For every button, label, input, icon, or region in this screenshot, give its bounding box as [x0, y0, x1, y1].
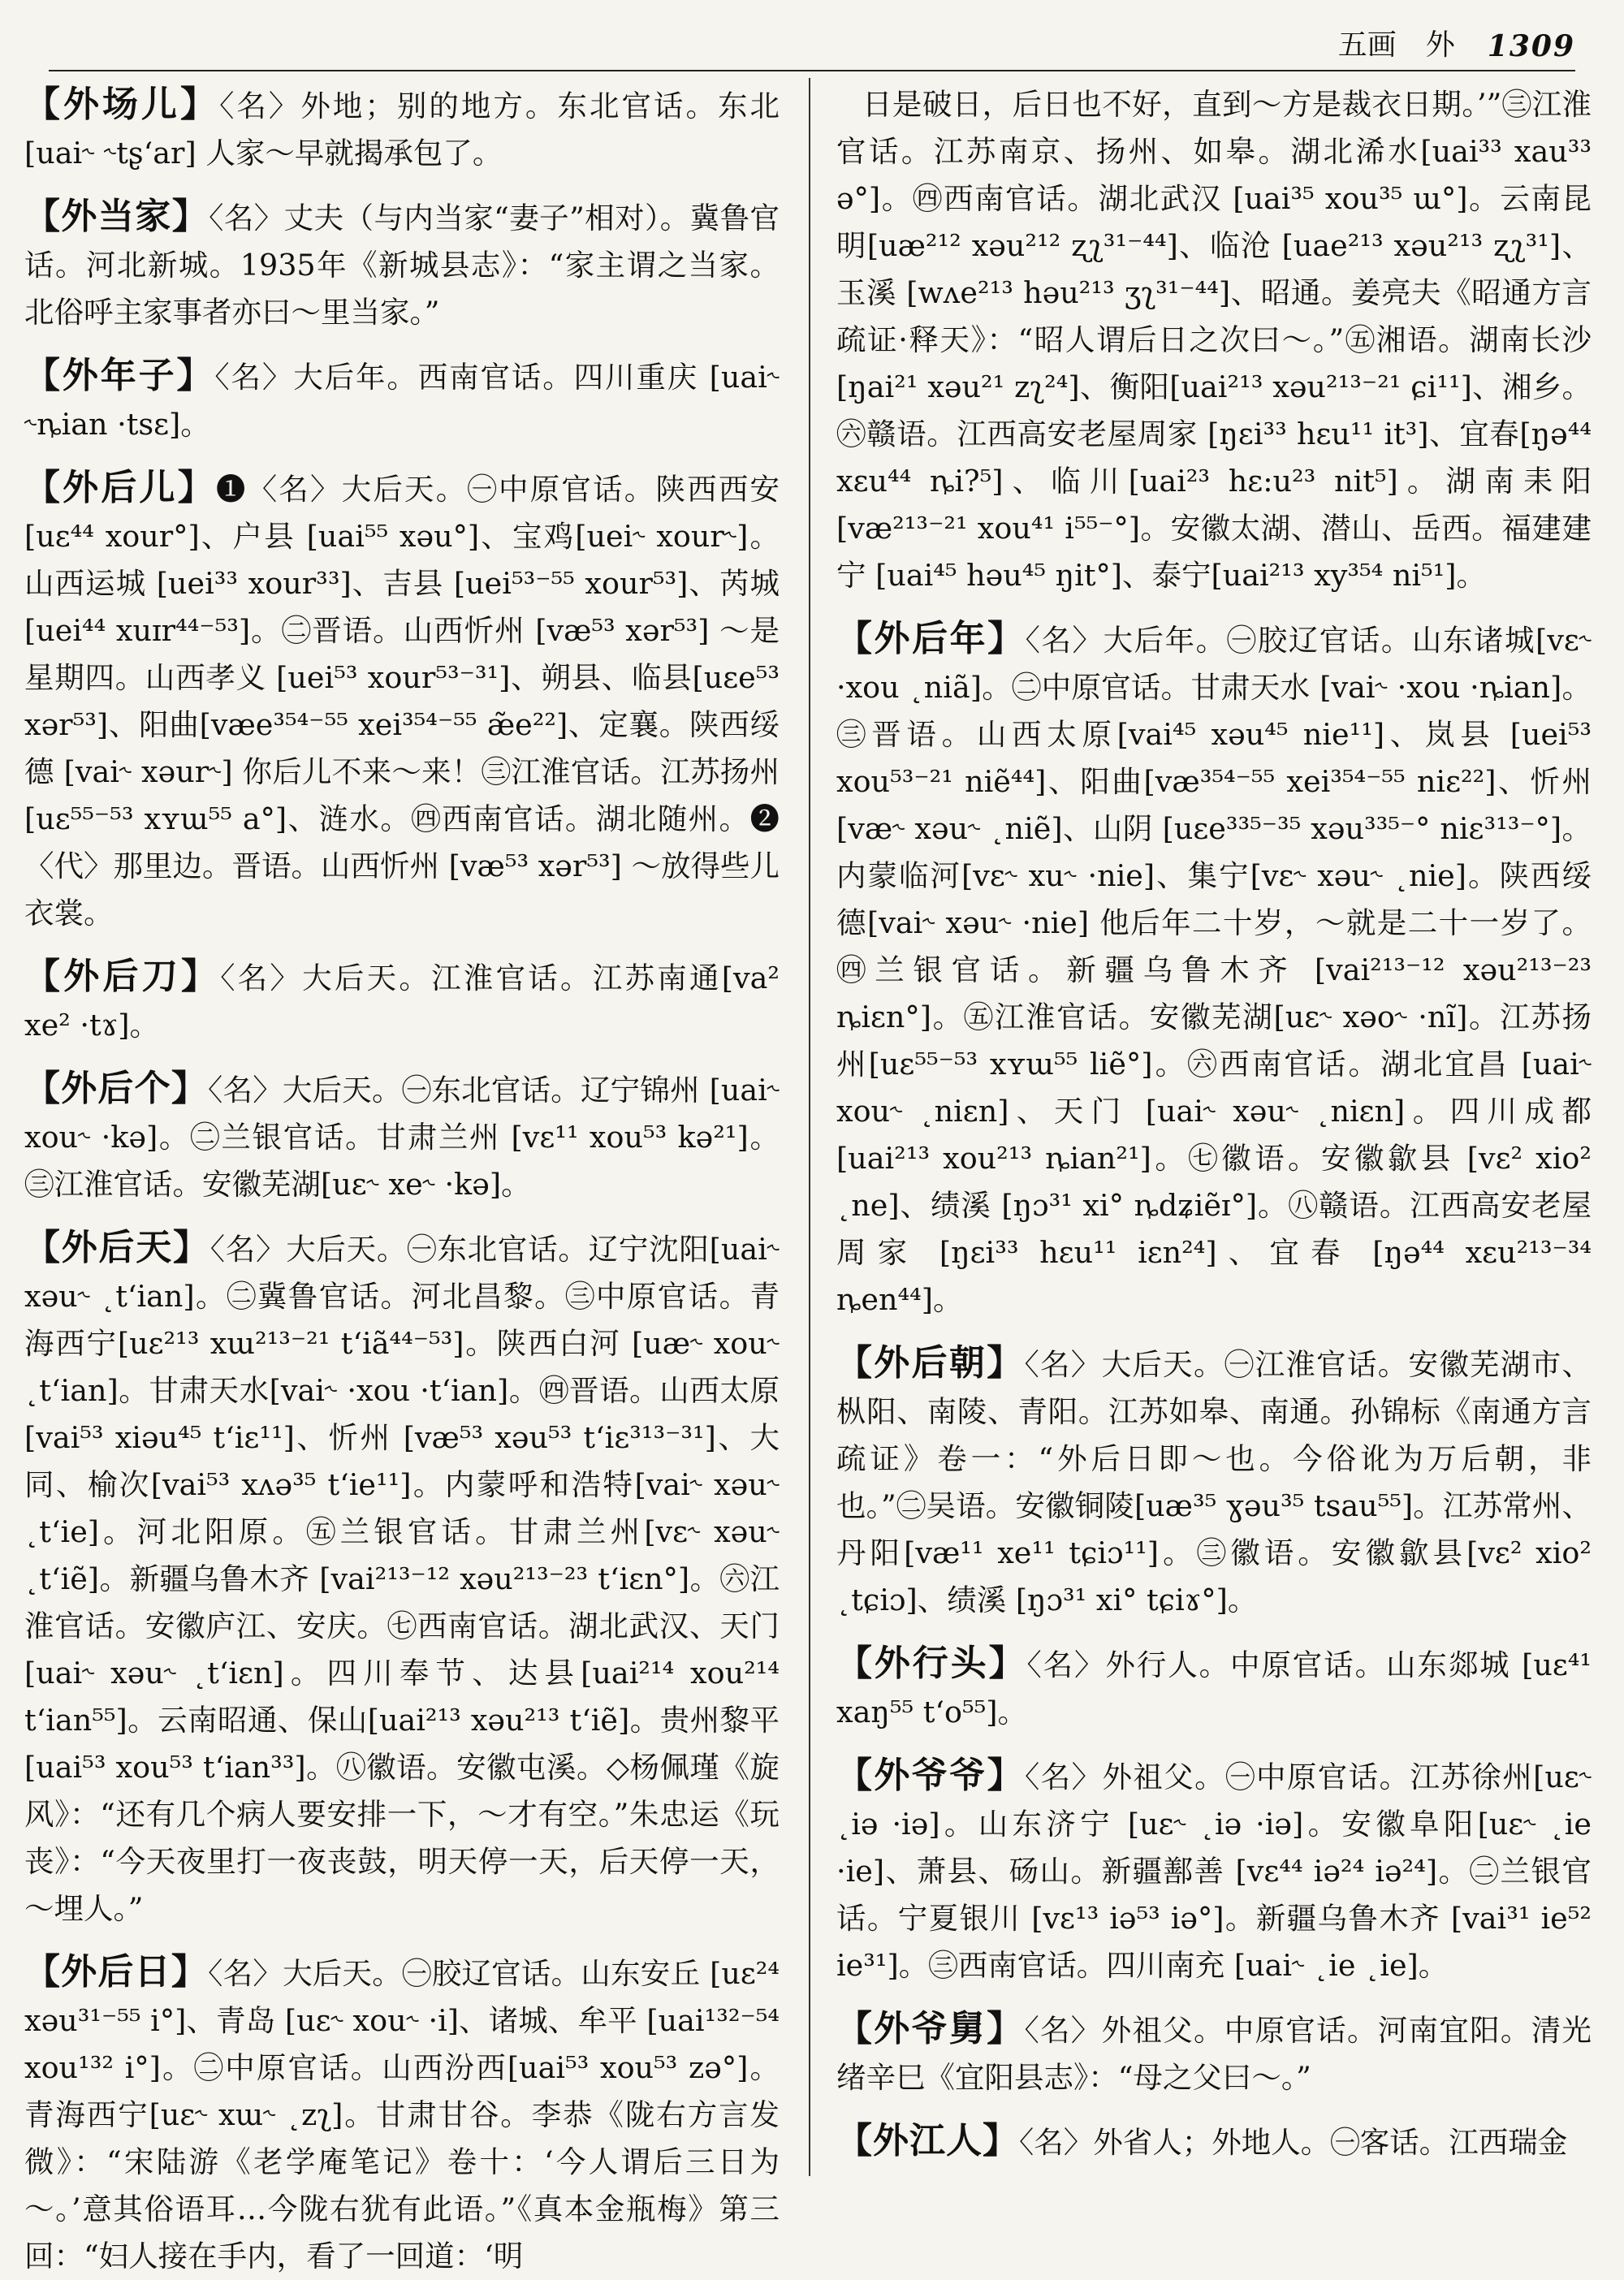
entry-text: ❶〈名〉大后天。㊀中原官话。陕西西安[uɛ⁴⁴ xour°]、户县 [uai⁵⁵ xəu°]、宝鸡[uei˞ xour˞]。山西运城 [uei³³ xour³³]、吉县 [uei⁵³⁻⁵⁵ xour⁵³]、芮城[uei⁴⁴ xuɪr⁴⁴⁻⁵³]。㊁晋语。山西忻州 [væ⁵³ xər⁵³] ～是星期四。山西孝义 [uei⁵³ xour⁵³⁻³¹]、朔县、临县[uɛe⁵³ xər⁵³]、阳曲[væe³⁵⁴⁻⁵⁵ xei³⁵⁴⁻⁵⁵ æ̃e²²]、定襄。陕西绥德 [vai˞ xəur˞] 你后儿不来～来！㊂江淮官话。江苏扬州[uɛ⁵⁵⁻⁵³ xʏɯ⁵⁵ a°]、涟水。㊃西南官话。湖北随州。❷〈代〉那里边。晋语。山西忻州 [væ⁵³ xər⁵³] ～放得些儿衣裳。	[24, 472, 780, 931]
dictionary-entry	[24, 953, 780, 1049]
page-number: 1309	[1487, 29, 1575, 63]
dictionary-entry	[24, 1224, 780, 1932]
page-header	[49, 15, 1575, 71]
entry-headword: 【外当家】	[24, 196, 209, 237]
entry-text: 〈名〉大后天。㊀江淮官话。安徽芜湖市、枞阳、南陵、青阳。江苏如皋、南通。孙锦标《南通方言疏证》卷一：“外后日即～也。今俗讹为万后朝，非也。”㊁吴语。安徽铜陵[uæ³⁵ ɣəu³⁵ tsau⁵⁵]。江苏常州、丹阳[væ¹¹ xe¹¹ tɕiɔ¹¹]。㊂徽语。安徽歙县[vɛ² xio² ˛tɕiɔ]、绩溪 [ŋɔ³¹ xi° tɕiɤ°]。	[836, 1347, 1592, 1617]
entry-headword: 【外行头】	[836, 1643, 1027, 1684]
entry-headword: 【外后朝】	[836, 1342, 1025, 1384]
dictionary-entry	[836, 1752, 1592, 1989]
entry-text: 〈名〉外祖父。㊀中原官话。江苏徐州[uɛ˞ ˛iə ·iə]。山东济宁 [uɛ˞ ˛iə ·iə]。安徽阜阳[uɛ˞ ˛ie ·ie]、萧县、砀山。新疆鄯善 [vɛ⁴⁴ iə²⁴ iə²⁴]。㊁兰银官话。宁夏银川 [vɛ¹³ iə⁵³ iə°]。新疆乌鲁木齐 [vai³¹ ie⁵² ie³¹]。㊂西南官话。四川南充 [uai˞ ˛ie ˛ie]。	[836, 1760, 1592, 1983]
entry-headword: 【外后年】	[836, 618, 1026, 659]
dictionary-entry	[836, 1640, 1592, 1736]
entry-headword: 【外江人】	[836, 2120, 1019, 2161]
dictionary-entry	[24, 1949, 780, 2280]
dictionary-entry	[24, 81, 780, 177]
left-column	[24, 81, 780, 2274]
entry-headword: 【外后儿】	[24, 467, 216, 508]
dictionary-entry	[24, 193, 780, 336]
entry-headword: 【外爷舅】	[836, 2008, 1025, 2049]
right-column	[836, 81, 1592, 2168]
dictionary-entry	[24, 464, 780, 937]
entry-text: 日是破日，后日也不好，直到～方是裁衣日期。’”㊂江淮官话。江苏南京、扬州、如皋。湖北浠水[uai³³ xau³³ ə°]。㊃西南官话。湖北武汉 [uai³⁵ xou³⁵ ɯ°]。云南昆明[uæ²¹² xəu²¹² ʐʅ³¹⁻⁴⁴]、临沧 [uae²¹³ xəu²¹³ ʐʅ³¹]、玉溪 [wʌe²¹³ həu²¹³ ʒʅ³¹⁻⁴⁴]、昭通。姜亮夫《昭通方言疏证·释天》：“昭人谓后日之次曰～。”㊄湘语。湖南长沙[ŋai²¹ xəu²¹ zʅ²⁴]、衡阳[uai²¹³ xəu²¹³⁻²¹ ɕi¹¹]、湘乡。㊅赣语。江西高安老屋周家 [ŋɛi³³ hɛu¹¹ it³]、宜春[ŋə⁴⁴ xɛu⁴⁴ ȵi?⁵]、临川[uai²³ hɛ:u²³ nit⁵]。湖南耒阳 [væ²¹³⁻²¹ xou⁴¹ i⁵⁵⁻°]。安徽太湖、潜山、岳西。福建建宁 [uai⁴⁵ həu⁴⁵ ŋit°]、泰宁[uai²¹³ xy³⁵⁴ ni⁵¹]。	[836, 87, 1592, 593]
dictionary-entry-continued	[836, 81, 1592, 599]
entry-text: 〈名〉大后天。㊀东北官话。辽宁沈阳[uai˞ xəu˞ ˛t‘ian]。㊁冀鲁官话。河北昌黎。㊂中原官话。青海西宁[uɛ²¹³ xɯ²¹³⁻²¹ t‘iã⁴⁴⁻⁵³]。陕西白河 [uæ˞ xou˞ ˛t‘ian]。甘肃天水[vai˞ ·xou ·t‘ian]。㊃晋语。山西太原[vai⁵³ xiəu⁴⁵ t‘iɛ¹¹]、忻州 [væ⁵³ xəu⁵³ t‘iɛ³¹³⁻³¹]、大同、榆次[vai⁵³ xʌə³⁵ t‘ie¹¹]。内蒙呼和浩特[vai˞ xəu˞ ˛t‘ie]。河北阳原。㊄兰银官话。甘肃兰州[vɛ˞ xəu˞ ˛t‘iẽ]。新疆乌鲁木齐 [vai²¹³⁻¹² xəu²¹³⁻²³ t‘iɛn°]。㊅江淮官话。安徽庐江、安庆。㊆西南官话。湖北武汉、天门[uai˞ xəu˞ ˛t‘iɛn]。四川奉节、达县[uai²¹⁴ xou²¹⁴ t‘ian⁵⁵]。云南昭通、保山[uai²¹³ xəu²¹³ t‘iẽ]。贵州黎平[uai⁵³ xou⁵³ t‘ian³³]。㊇徽语。安徽屯溪。◇杨佩瑾《旋风》：“还有几个病人要安排一下，～才有空。”朱忠运《玩丧》：“今天夜里打一夜丧鼓，明天停一天，后天停一天，～埋人。”	[24, 1232, 780, 1926]
dictionary-entry	[24, 352, 780, 448]
dictionary-entry	[836, 615, 1592, 1324]
entry-headword: 【外爷爷】	[836, 1755, 1026, 1796]
entry-headword: 【外后个】	[24, 1068, 209, 1109]
entry-text: 〈名〉大后天。㊀东北官话。辽宁锦州 [uai˞ xou˞ ·kə]。㊁兰银官话。甘肃兰州 [vɛ¹¹ xou⁵³ kə²¹]。㊂江淮官话。安徽芜湖[uɛ˞ xe˞ ·kə]。	[24, 1073, 780, 1202]
entry-text: 〈名〉大后天。江淮官话。江苏南通[va² xe² ·tɤ]。	[24, 961, 780, 1043]
entry-text: 〈名〉外地；别的地方。东北官话。东北 [uai˞ ˞tʂ‘ar] 人家～早就揭承包了。	[24, 89, 780, 171]
entry-headword: 【外场儿】	[24, 84, 220, 125]
dictionary-entry	[836, 2006, 1592, 2101]
entry-headword: 【外后日】	[24, 1951, 209, 1993]
entry-headword: 【外后刀】	[24, 956, 221, 997]
entry-headword: 【外年子】	[24, 355, 215, 396]
dictionary-entry	[836, 1340, 1592, 1624]
dictionary-entry	[24, 1065, 780, 1208]
column-divider	[809, 78, 810, 2176]
entry-headword: 【外后天】	[24, 1227, 210, 1268]
entry-text: 〈名〉大后年。㊀胶辽官话。山东诸城[vɛ˞ ·xou ˛niã]。㊁中原官话。甘肃天水 [vai˞ ·xou ·ȵian]。㊂晋语。山西太原[vai⁴⁵ xəu⁴⁵ nie¹¹]、岚县 [uei⁵³ xou⁵³⁻²¹ niẽ⁴⁴]、阳曲[væ³⁵⁴⁻⁵⁵ xei³⁵⁴⁻⁵⁵ niɛ²²]、忻州 [væ˞ xəu˞ ˛niẽ]、山阴 [uɛe³³⁵⁻³⁵ xəu³³⁵⁻° niɛ³¹³⁻°]。内蒙临河[vɛ˞ xu˞ ·nie]、集宁[vɛ˞ xəu˞ ˛nie]。陕西绥德[vai˞ xəu˞ ·nie] 他后年二十岁，～就是二十一岁了。㊃兰银官话。新疆乌鲁木齐 [vai²¹³⁻¹² xəu²¹³⁻²³ ȵiɛn°]。㊄江淮官话。安徽芜湖[uɛ˞ xəo˞ ·nĩ]。江苏扬州[uɛ⁵⁵⁻⁵³ xʏɯ⁵⁵ liẽ°]。㊅西南官话。湖北宜昌 [uai˞ xou˞ ˛niɛn]、天门 [uai˞ xəu˞ ˛niɛn]。四川成都 [uai²¹³ xou²¹³ ȵian²¹]。㊆徽语。安徽歙县 [vɛ² xio² ˛ne]、绩溪 [ŋɔ³¹ xi° ȵdʑiẽɪ°]。㊇赣语。江西高安老屋周家 [ŋɛi³³ hɛu¹¹ iɛn²⁴]、宜春 [ŋə⁴⁴ xɛu²¹³⁻³⁴ ȵen⁴⁴]。	[836, 623, 1592, 1317]
entry-text: 〈名〉外祖父。中原官话。河南宜阳。清光绪辛巳《宜阳县志》：“母之父曰～。”	[836, 2013, 1592, 2095]
entry-text: 〈名〉外行人。中原官话。山东郯城 [uɛ⁴¹ xaŋ⁵⁵ t‘o⁵⁵]。	[836, 1647, 1592, 1729]
entry-text: 〈名〉大后年。西南官话。四川重庆 [uai˞ ˞ȵian ·tsɛ]。	[24, 360, 780, 442]
entry-text: 〈名〉大后天。㊀胶辽官话。山东安丘 [uɛ²⁴ xəu³¹⁻⁵⁵ i°]、青岛 [uɛ˞ xou˞ ·i]、诸城、牟平 [uai¹³²⁻⁵⁴ xou¹³² i°]。㊁中原官话。山西汾西[uai⁵³ xou⁵³ zə°]。青海西宁[uɛ˞ xɯ˞ ˛zʅ]。甘肃甘谷。李恭《陇右方言发微》：“宋陆游《老学庵笔记》卷十：‘今人谓后三日为～。’意其俗语耳…今陇右犹有此语。”《真本金瓶梅》第三回：“妇人接在手内，看了一回道：‘明	[24, 1956, 780, 2274]
entry-text: 〈名〉丈夫（与内当家“妻子”相对）。冀鲁官话。河北新城。1935年《新城县志》：“家主谓之当家。北俗呼主家事者亦曰～里当家。”	[24, 201, 780, 330]
section-label: 五画 外	[1337, 28, 1455, 62]
entry-text: 〈名〉外省人；外地人。㊀客话。江西瑞金	[1019, 2125, 1568, 2160]
dictionary-entry	[836, 2118, 1592, 2166]
